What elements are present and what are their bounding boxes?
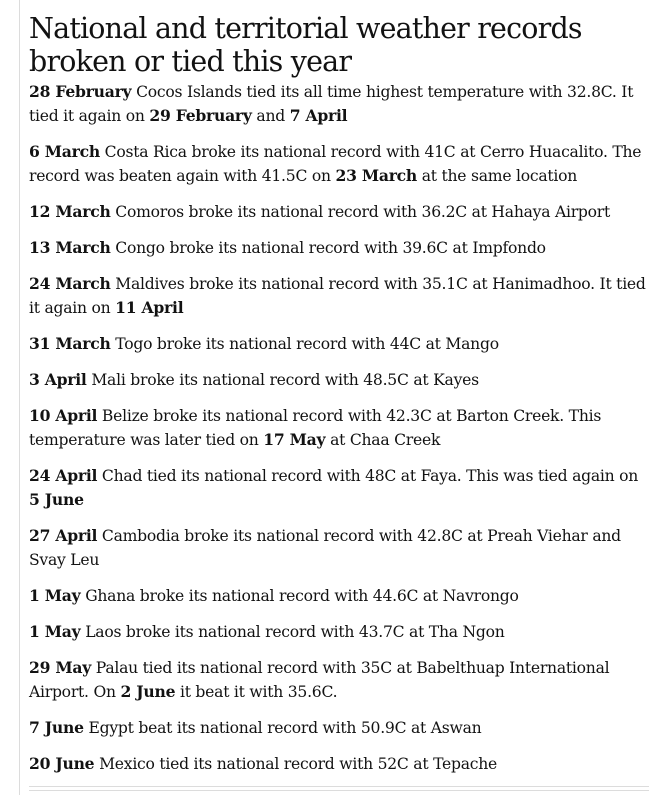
record-date: 6 March bbox=[29, 142, 100, 161]
record-text: Ghana broke its national record with 44.6C at Navrongo bbox=[85, 587, 519, 605]
record-date: 24 March bbox=[29, 274, 111, 293]
record-text: Belize broke its national record with 42.3C at Barton Creek. This temperature was later tied on bbox=[29, 407, 602, 449]
record-date: 20 June bbox=[29, 754, 95, 773]
record-item bbox=[29, 584, 649, 608]
record-inline-date: 29 February bbox=[149, 106, 252, 125]
record-text: Comoros broke its national record with 36.2C at Hahaya Airport bbox=[115, 203, 611, 221]
record-text: Cambodia broke its national record with 42.8C at Preah Viehar and Svay Leu bbox=[29, 527, 621, 569]
record-inline-date: 7 April bbox=[289, 106, 348, 125]
record-inline-date: 23 March bbox=[335, 166, 418, 185]
bottom-divider bbox=[29, 786, 649, 794]
record-inline-date: 2 June bbox=[120, 682, 176, 701]
record-item bbox=[29, 236, 649, 260]
record-item bbox=[29, 332, 649, 356]
record-date: 12 March bbox=[29, 202, 111, 221]
record-text: Costa Rica broke its national record with 41C at Cerro Huacalito. The record was beaten again with 41.5C on bbox=[29, 143, 642, 185]
record-item bbox=[29, 368, 649, 392]
record-date: 13 March bbox=[29, 238, 111, 257]
record-text: Maldives broke its national record with 35.1C at Hanimadhoo. It tied it again on bbox=[29, 275, 646, 317]
records-section bbox=[29, 12, 649, 788]
record-text: at Chaa Creek bbox=[325, 431, 441, 449]
records-list bbox=[29, 80, 649, 776]
record-inline-date: 17 May bbox=[263, 430, 326, 449]
record-inline-date: 5 June bbox=[29, 490, 84, 509]
record-item bbox=[29, 524, 649, 572]
record-text: Cocos Islands tied its all time highest temperature with 32.8C. It tied it again on bbox=[29, 83, 634, 125]
record-item bbox=[29, 80, 649, 128]
record-text: at the same location bbox=[417, 167, 578, 185]
record-item bbox=[29, 140, 649, 188]
record-item bbox=[29, 656, 649, 704]
record-date: 7 June bbox=[29, 718, 84, 737]
left-divider bbox=[19, 0, 20, 795]
record-date: 1 May bbox=[29, 586, 81, 605]
record-item bbox=[29, 620, 649, 644]
page-title: National and territorial weather records broken or tied this year bbox=[29, 12, 582, 78]
record-item bbox=[29, 752, 649, 776]
record-text: Mexico tied its national record with 52C at Tepache bbox=[99, 755, 498, 773]
record-text: Laos broke its national record with 43.7C at Tha Ngon bbox=[85, 623, 505, 641]
record-item bbox=[29, 716, 649, 740]
record-text: Congo broke its national record with 39.6C at Impfondo bbox=[115, 239, 546, 257]
record-text: Togo broke its national record with 44C at Mango bbox=[115, 335, 499, 353]
record-date: 28 February bbox=[29, 82, 132, 101]
record-text: Palau tied its national record with 35C at Babelthuap International Airport. On bbox=[29, 659, 610, 701]
record-item bbox=[29, 404, 649, 452]
record-text: Mali broke its national record with 48.5C at Kayes bbox=[91, 371, 479, 389]
record-text: and bbox=[251, 107, 290, 125]
record-text: Chad tied its national record with 48C at Faya. This was tied again on bbox=[101, 467, 639, 485]
record-item bbox=[29, 464, 649, 512]
record-date: 29 May bbox=[29, 658, 92, 677]
record-date: 1 May bbox=[29, 622, 81, 641]
record-text: Egypt beat its national record with 50.9C at Aswan bbox=[88, 719, 482, 737]
record-item bbox=[29, 272, 649, 320]
record-item bbox=[29, 200, 649, 224]
record-date: 3 April bbox=[29, 370, 87, 389]
record-date: 31 March bbox=[29, 334, 111, 353]
record-date: 24 April bbox=[29, 466, 98, 485]
record-date: 10 April bbox=[29, 406, 98, 425]
record-date: 27 April bbox=[29, 526, 98, 545]
record-text: it beat it with 35.6C. bbox=[175, 683, 338, 701]
record-inline-date: 11 April bbox=[115, 298, 184, 317]
